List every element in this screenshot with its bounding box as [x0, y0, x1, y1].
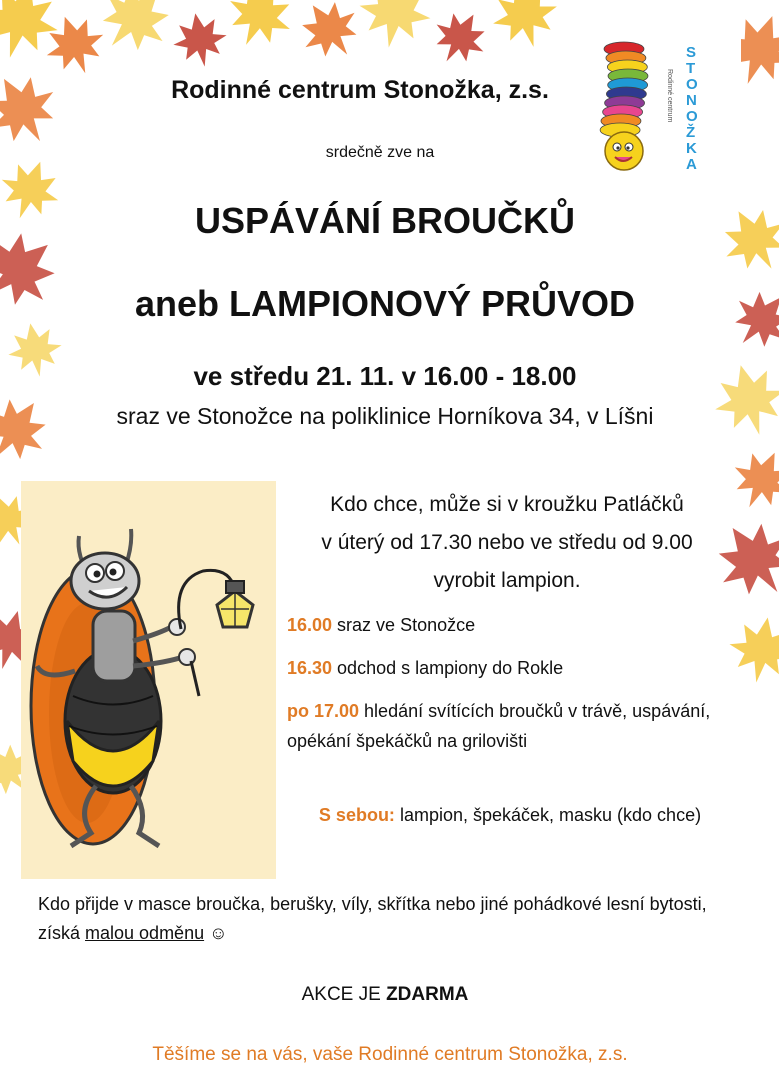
schedule-item [287, 653, 727, 683]
schedule-time: 16.30 [287, 658, 333, 678]
schedule-time: 16.00 [287, 615, 333, 635]
reward-text: malou odměnu [85, 923, 205, 943]
costume-note [38, 890, 738, 948]
bring-label: S sebou: [318, 805, 395, 825]
event-title: USPÁVÁNÍ BROUČKŮ [194, 200, 576, 241]
schedule-text: hledání svítících broučků v trávě, uspávání, opékání špekáčků na grilovišti [287, 701, 711, 751]
logo-letter: A [686, 156, 697, 173]
schedule-time: po 17.00 [287, 701, 360, 721]
logo-letters [686, 44, 698, 173]
workshop-intro [282, 486, 732, 600]
organization-name: Rodinné centrum Stonožka, z.s. [171, 76, 549, 104]
logo-letter: K [686, 140, 697, 157]
leaves-top [0, 0, 565, 83]
schedule-item [287, 696, 727, 756]
intro-line-1: Kdo chce, může si v kroužku Patláčků [330, 493, 684, 516]
logo-letter: Ž [686, 124, 696, 141]
logo-subtitle: Rodinné centrum [666, 69, 673, 123]
schedule-text: odchod s lampiony do Rokle [332, 658, 564, 678]
logo-letter: N [686, 92, 697, 109]
intro-line-2: v úterý od 17.30 nebo ve středu od 9.00 [321, 531, 693, 554]
beetle-illustration-panel [21, 481, 276, 879]
logo-letter: S [686, 44, 697, 61]
event-location: sraz ve Stonožce na poliklinice Horníkova 34, v Líšni [116, 403, 654, 429]
free-admission [200, 984, 570, 1006]
logo-letter: O [686, 76, 698, 93]
logo-letter: O [686, 108, 698, 125]
schedule-text: sraz ve Stonožce [332, 615, 476, 635]
centipede-logo-icon [566, 27, 741, 197]
closing-signature: Těšíme se na vás, vaše Rodinné centrum Stonožka, z.s. [152, 1044, 628, 1065]
event-subtitle: aneb LAMPIONOVÝ PRŮVOD [134, 283, 636, 324]
event-schedule [287, 610, 727, 769]
costume-text: Kdo přijde v masce broučka, berušky, víly, skřítka nebo jiné pohádkové lesní bytosti, získá [38, 894, 707, 943]
intro-line-3: vyrobit lampion. [433, 569, 581, 592]
logo-body-segments [600, 42, 648, 137]
what-to-bring [295, 801, 725, 830]
stonozka-logo [566, 27, 741, 197]
logo-face [605, 132, 643, 170]
free-emphasis: ZDARMA [386, 984, 469, 1005]
free-prefix: AKCE JE [301, 984, 387, 1005]
smiley-icon: ☺ [204, 923, 228, 943]
beetle-with-lantern-icon [21, 481, 276, 879]
schedule-item [287, 610, 727, 640]
bring-text: lampion, špekáček, masku (kdo chce) [394, 805, 702, 825]
logo-letter: T [686, 60, 696, 77]
event-date-time: ve středu 21. 11. v 16.00 - 18.00 [193, 361, 577, 391]
invite-text: srdečně zve na [325, 144, 435, 161]
